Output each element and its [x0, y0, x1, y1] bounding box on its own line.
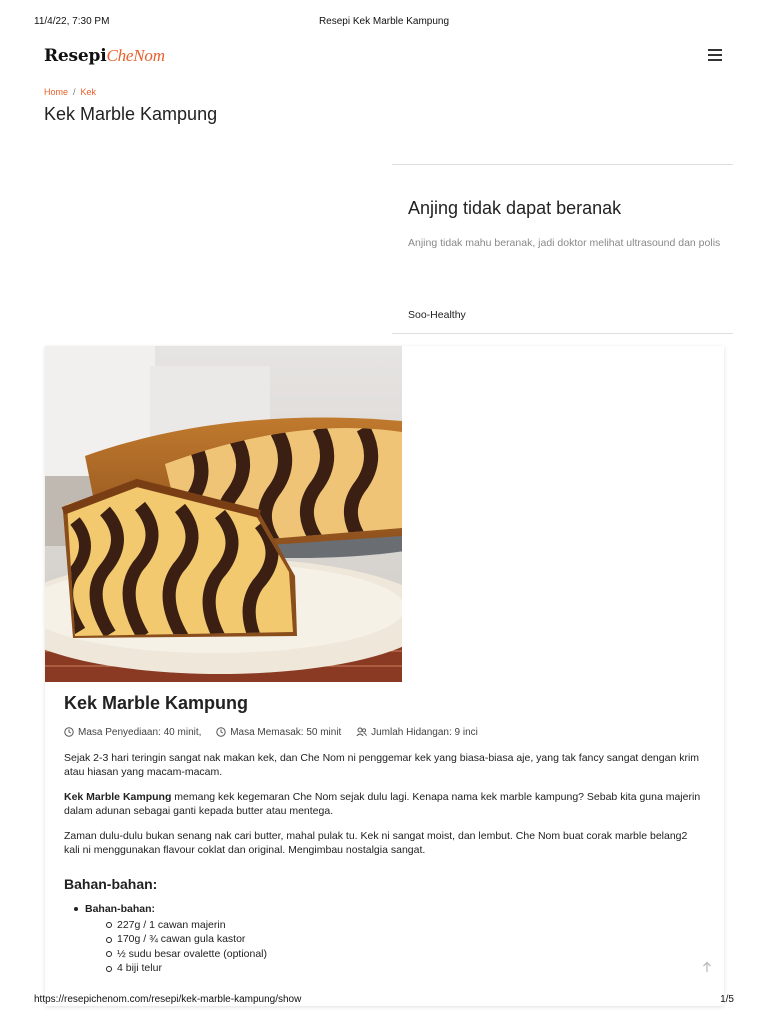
ingredient-item: ½ sudu besar ovalette (optional) — [105, 947, 267, 962]
ingredient-item: 170g / ¾ cawan gula kastor — [105, 932, 267, 947]
intro-paragraph-3: Zaman dulu-dulu bukan senang nak cari butter, mahal pulak tu. Kek ni sangat moist, dan lembut. Che Nom buat corak marble belang2 kali ni menggunakan flavour coklat dan original. Mengimbau nostalgia sangat. — [64, 830, 688, 856]
ingredient-group — [73, 902, 267, 976]
ingredients-list — [73, 902, 267, 976]
scroll-to-top-icon[interactable] — [700, 960, 714, 974]
clock-icon — [64, 727, 74, 737]
print-url: https://resepichenom.com/resepi/kek-marble-kampung/show — [34, 994, 302, 1005]
ad-title[interactable]: Anjing tidak dapat beranak — [408, 198, 622, 218]
site-header — [44, 44, 724, 70]
print-header — [34, 16, 734, 30]
recipe-meta — [64, 727, 490, 738]
breadcrumb — [44, 87, 96, 97]
recipe-title: Kek Marble Kampung — [64, 693, 249, 713]
prep-time — [64, 727, 201, 738]
logo-accent-text: CheNom — [106, 46, 165, 65]
users-icon — [356, 727, 367, 737]
breadcrumb-separator: / — [73, 87, 76, 97]
clock-icon — [216, 727, 226, 737]
print-page-number: 1/5 — [720, 994, 734, 1005]
page-title: Kek Marble Kampung — [44, 104, 218, 124]
servings — [356, 727, 478, 738]
breadcrumb-category-link[interactable]: Kek — [80, 87, 97, 97]
ingredient-group-label: Bahan-bahan: — [85, 903, 156, 915]
cook-time — [216, 727, 341, 738]
breadcrumb-home-link[interactable]: Home — [44, 87, 69, 97]
recipe-photo — [45, 346, 402, 682]
site-logo[interactable] — [44, 46, 165, 66]
intro-paragraph-2 — [64, 790, 704, 818]
sponsored-ad[interactable] — [392, 164, 733, 334]
ad-description: Anjing tidak mahu beranak, jadi doktor melihat ultrasound dan polis — [408, 237, 721, 249]
servings-text: Jumlah Hidangan: 9 inci — [371, 727, 478, 738]
ingredients-heading: Bahan-bahan: — [64, 876, 158, 892]
intro-paragraph-2-text: memang kek kegemaran Che Nom sejak dulu lagi. Kenapa nama kek marble kampung? Sebab kita guna majerin dalam adunan sebagai ganti kepada butter atau mentega. — [64, 791, 701, 817]
print-datetime: 11/4/22, 7:30 PM — [34, 16, 110, 27]
intro-paragraph-1: Sejak 2-3 hari teringin sangat nak makan kek, dan Che Nom ni penggemar kek yang biasa-biasa aje, yang tak fancy sangat dengan krim atau hiasan yang macam-macam. — [64, 752, 700, 778]
ingredient-item: 4 biji telur — [105, 961, 267, 976]
logo-main-text: Resepi — [44, 46, 107, 66]
cook-time-text: Masa Memasak: 50 minit — [230, 727, 342, 738]
print-footer — [34, 994, 734, 1008]
prep-time-text: Masa Penyediaan: 40 minit, — [78, 727, 202, 738]
ingredient-item: 227g / 1 cawan majerin — [105, 918, 267, 933]
ad-source[interactable]: Soo-Healthy — [408, 309, 466, 321]
intro-bold-name: Kek Marble Kampung — [64, 791, 172, 803]
recipe-card — [45, 346, 724, 1006]
print-doc-title: Resepi Kek Marble Kampung — [318, 16, 450, 27]
hamburger-menu-icon[interactable] — [708, 49, 722, 61]
